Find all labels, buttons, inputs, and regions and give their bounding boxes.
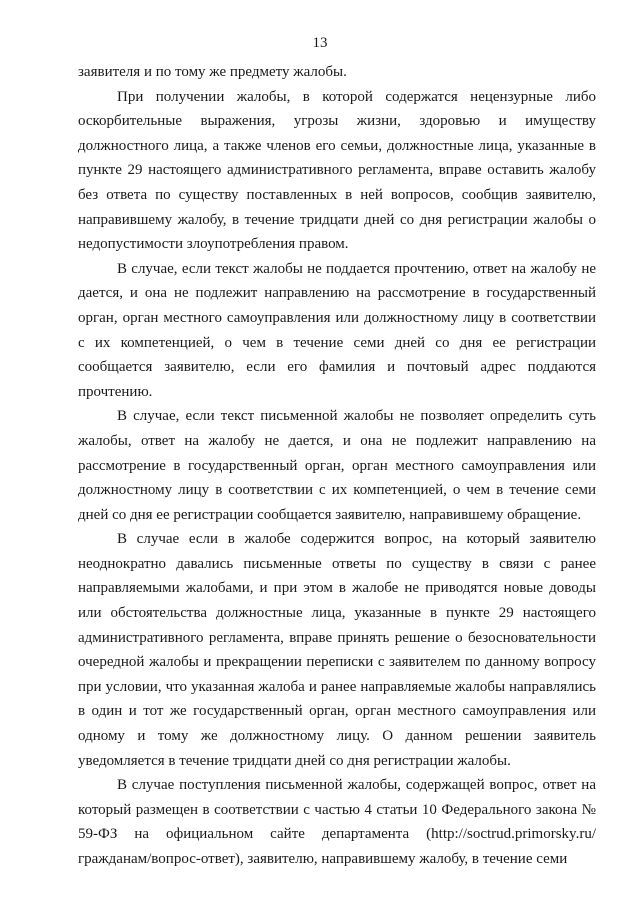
- paragraph-published-answer: В случае поступления письменной жалобы, содержащей вопрос, ответ на который размещен в соответствии с частью 4 статьи 10 Федерального закона № 59-ФЗ на официальном сайте департамента (http://soctrud.primorsky.ru/гражданам/вопрос-ответ), заявителю, направившему жалобу, в течение семи: [78, 777, 596, 867]
- page-number: 13: [312, 35, 328, 51]
- paragraph-undefined-essence: В случае, если текст письменной жалобы не позволяет определить суть жалобы, ответ на жалобу не дается, и она не подлежит направлению на рассмотрение в государственный орган, орган местного самоуправления или должностному лицу в соответствии с их компетенцией, о чем в течение семи дней со дня ее регистрации сообщается заявителю, направившему обращение.: [78, 408, 596, 523]
- document-body: [78, 60, 596, 872]
- paragraph-unreadable-text: В случае, если текст жалобы не поддается прочтению, ответ на жалобу не дается, и она не подлежит направлению на рассмотрение в государственный орган, орган местного самоуправления или должностному лицу в соответствии с их компетенцией, о чем в течение семи дней со дня ее регистрации сообщается заявителю, если его фамилия и почтовый адрес поддаются прочтению.: [78, 260, 596, 400]
- paragraph-continuation: заявителя и по тому же предмету жалобы.: [78, 64, 347, 80]
- paragraph-obscene-complaints: При получении жалобы, в которой содержатся нецензурные либо оскорбительные выражения, угрозы жизни, здоровью и имуществу должностного лица, а также членов его семьи, должностные лица, указанные в пункте 29 настоящего административного регламента, вправе оставить жалобу без ответа по существу поставленных в ней вопросов, сообщив заявителю, направившему жалобу, в течение тридцати дней со дня регистрации жалобы о недопустимости злоупотребления правом.: [78, 88, 596, 253]
- paragraph-repeated-question: В случае если в жалобе содержится вопрос, на который заявителю неоднократно давались письменные ответы по существу в связи с ранее направляемыми жалобами, и при этом в жалобе не приводятся новые доводы или обстоятельства должностные лица, указанные в пункте 29 настоящего административного регламента, вправе принять решение о безосновательности очередной жалобы и прекращении переписки с заявителем по данному вопросу при условии, что указанная жалоба и ранее направляемые жалобы направлялись в один и тот же государственный орган, орган местного самоуправления или одному и тому же должностному лицу. О данном решении заявитель уведомляется в течение тридцати дней со дня регистрации жалобы.: [78, 531, 596, 769]
